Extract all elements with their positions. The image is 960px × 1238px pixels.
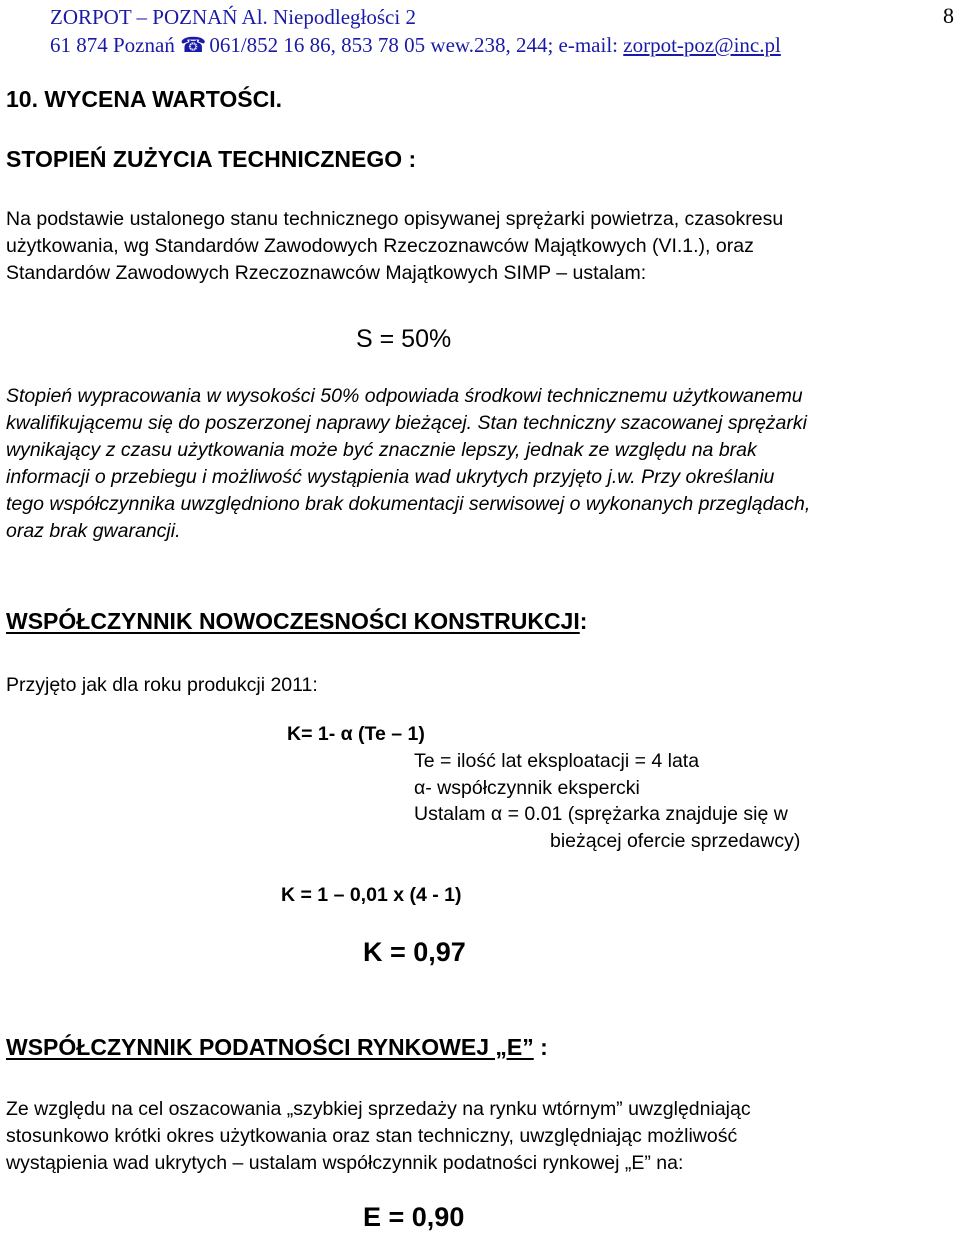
- wear-note-line: tego współczynnika uwzględniono brak dokumentacji serwisowej o wykonanych przeglądach,: [6, 493, 811, 515]
- section-title: 10. WYCENA WARTOŚCI.: [6, 86, 283, 112]
- wear-note-line: kwalifikującemu się do poszerzonej naprawy bieżącej. Stan techniczny szacowanej sprężarki: [6, 412, 807, 434]
- modernity-heading: [6, 608, 587, 635]
- modernity-intro: Przyjęto jak dla roku produkcji 2011:: [6, 674, 318, 696]
- market-heading: [6, 1034, 548, 1061]
- page-number: 8: [943, 3, 954, 28]
- market-text-line: stosunkowo krótki okres użytkowania oraz stan techniczny, uwzględniając możliwość: [6, 1125, 738, 1147]
- market-heading-colon: :: [533, 1034, 548, 1060]
- header-email-link[interactable]: zorpot-poz@inc.pl: [623, 33, 781, 57]
- header-contact: [50, 33, 781, 58]
- wear-note-line: informacji o przebiegu i możliwość wystąpienia wad ukrytych przyjęto j.w. Przy określaniu: [6, 466, 775, 488]
- alpha-value-note: bieżącej ofercie sprzedawcy): [550, 830, 801, 852]
- modernity-heading-text: WSPÓŁCZYNNIK NOWOCZESNOŚCI KONSTRUKCJI: [6, 608, 580, 634]
- modernity-formula: K= 1- α (Te – 1): [287, 723, 425, 745]
- market-text-line: wystąpienia wad ukrytych – ustalam współczynnik podatności rynkowej „E” na:: [6, 1152, 684, 1174]
- wear-result: S = 50%: [356, 325, 452, 353]
- wear-text-line: Na podstawie ustalonego stanu technicznego opisywanej sprężarki powietrza, czasokresu: [6, 208, 784, 230]
- market-text-line: Ze względu na cel oszacowania „szybkiej sprzedaży na rynku wtórnym” uwzględniając: [6, 1098, 751, 1120]
- wear-note-line: wynikający z czasu użytkowania może być znacznie lepszy, jednak ze względu na brak: [6, 439, 757, 461]
- modernity-heading-colon: :: [579, 608, 588, 634]
- wear-note-line: Stopień wypracowania w wysokości 50% odpowiada środkowi technicznemu użytkowanemu: [6, 385, 803, 407]
- header-city: 61 874 Poznań: [50, 33, 175, 57]
- wear-note-line: oraz brak gwarancji.: [6, 520, 181, 542]
- wear-text-line: użytkowania, wg Standardów Zawodowych Rzeczoznawców Majątkowych (VI.1.), oraz: [6, 235, 754, 257]
- phone-icon: ☎: [180, 33, 207, 57]
- alpha-value: Ustalam α = 0.01 (sprężarka znajduje się w: [414, 803, 788, 825]
- market-result: E = 0,90: [363, 1202, 465, 1232]
- wear-text-line: Standardów Zawodowych Rzeczoznawców Majątkowych SIMP – ustalam:: [6, 262, 647, 284]
- header-phones: 061/852 16 86, 853 78 05 wew.238, 244; e-mail:: [209, 33, 619, 57]
- market-heading-text: WSPÓŁCZYNNIK PODATNOŚCI RYNKOWEJ „E”: [6, 1034, 534, 1060]
- alpha-definition: α- współczynnik ekspercki: [414, 777, 640, 799]
- modernity-result: K = 0,97: [363, 937, 466, 967]
- header-address: ZORPOT – POZNAŃ Al. Niepodległości 2: [50, 5, 416, 29]
- modernity-calculation: K = 1 – 0,01 x (4 - 1): [281, 884, 462, 906]
- wear-heading: STOPIEŃ ZUŻYCIA TECHNICZNEGO :: [6, 146, 417, 172]
- te-definition: Te = ilość lat eksploatacji = 4 lata: [414, 750, 700, 772]
